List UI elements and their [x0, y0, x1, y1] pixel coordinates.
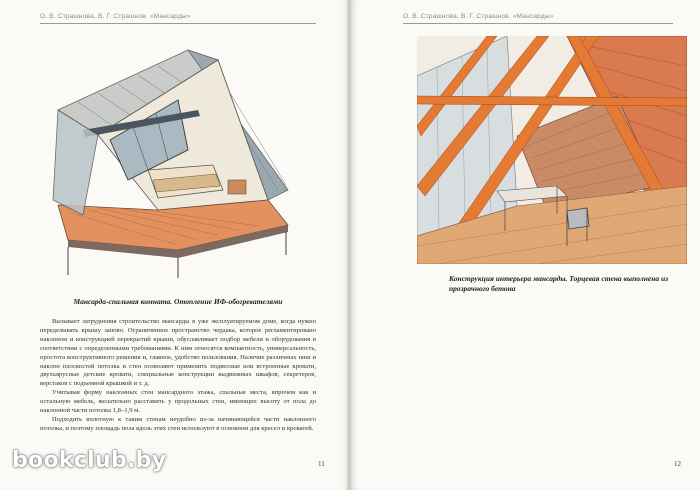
figure-caption-left: Мансарда-спальная комната. Отопление ИФ-обогревателями	[73, 297, 283, 306]
body-text	[40, 318, 316, 434]
header-rule-left	[40, 23, 316, 24]
paragraph: Учитывая форму наклонных стен мансардного этажа, спальные места, впрочем как и остальную мебель, желательно расставить у продольных стен, имеющих высоту от пола до наклонной части потолка 1,8–1,9 м.	[40, 389, 316, 415]
paragraph: Вызывает затруднения строительство мансарды в уже эксплуатируемом доме, когда нужно переделывать крышу заново. Ограниченное пространство чердака, которое регламентировано наклоном и конструкцией перекрытий крыши, обуславливает подбор мебели и оборудования в соответствии с определенными требованиями. К ним относятся компактность, универсальность, простота конструктивного решения и, главное, удобство пользования. Наличие различных ниш и наклон плоскостей потолка и стен позволяют применить подвесные или встроенные кровати, двухъярусные детские кровати, специальные конструкции выдвижных шкафов, секретеров, верстаков с подъемной крышкой и т. д.	[40, 318, 316, 388]
paragraph: Подходить вплотную к таким стенам неудобно из-за начинающейся части наклонного потолка, и поэтому площадь пола вдоль этих стен используют в основном для кресел и кроватей.	[40, 415, 316, 432]
right-page	[351, 0, 700, 490]
attic-interior-illustration	[417, 36, 687, 264]
attic-bedroom-illustration	[38, 40, 300, 280]
header-rule-right	[403, 23, 673, 24]
watermark: bookclub.by	[12, 448, 167, 473]
running-head-left: О. В. Страшнова, В. Г. Страшнов. «Мансарды»	[40, 13, 191, 20]
figure-caption-right: Конструкция интерьера мансарды. Торцевая стена выполнена из прозрачного бетона	[449, 274, 669, 293]
page-number-left: 11	[318, 460, 325, 468]
left-page	[0, 0, 349, 490]
running-head-right: О. В. Страшнова, В. Г. Страшнов. «Мансарды»	[403, 13, 554, 20]
page-number-right: 12	[674, 460, 681, 468]
